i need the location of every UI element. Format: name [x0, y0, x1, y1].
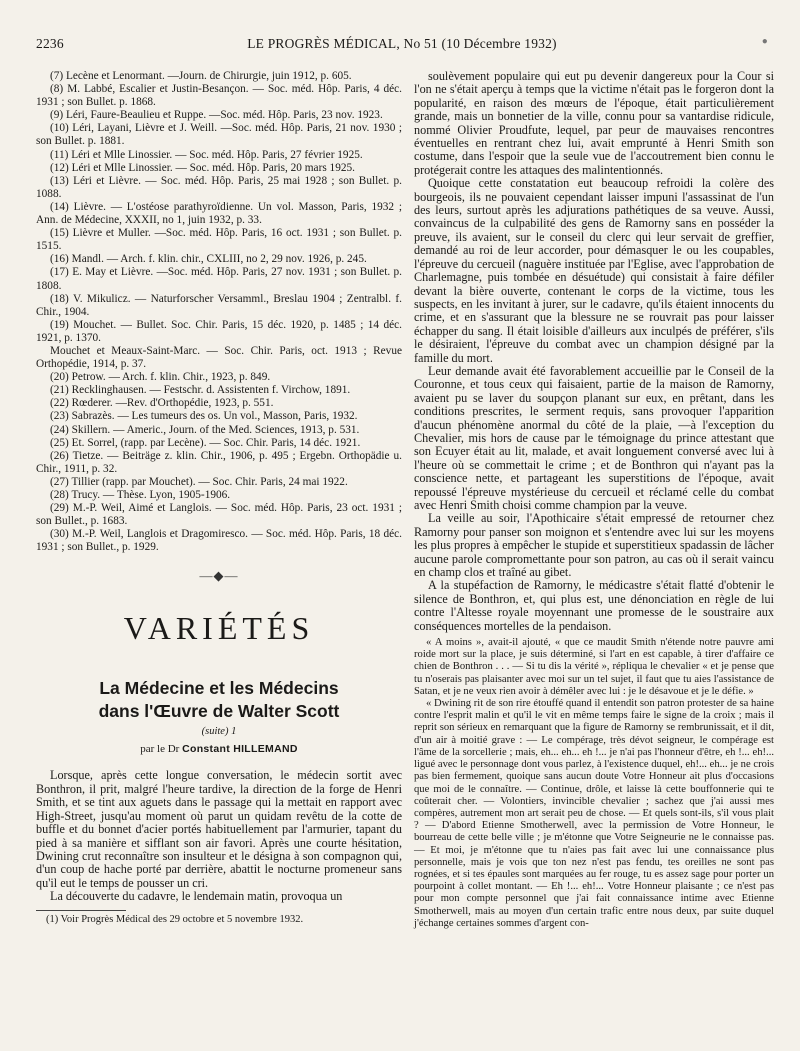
quote-paragraph: « A moins », avait-il ajouté, « que ce maudit Smith n'étende notre pauvre ami roide mort sur la place, je suis déterminé, si l'art en est capable, à tirer d'affaire ce chien de Bonthron . . . — Si tu dis la vérité », répliqua le chevalier « et je pense que tu n'oserais pas plaisanter avec moi sur un tel sujet, il faut que tu aies l'assistance de Satan, et je ne veux rien avoir à démêler avec lui : je le désavoue et je le défie. »: [414, 637, 774, 697]
reference-item: (13) Léri et Lièvre. — Soc. méd. Hôp. Paris, 25 mai 1928 ; son Bullet. p. 1088.: [36, 174, 402, 200]
reference-item: Mouchet et Meaux-Saint-Marc. — Soc. Chir. Paris, oct. 1913 ; Revue Orthopédie, 1914, p. 37.: [36, 344, 402, 371]
paragraph: La découverte du cadavre, le lendemain matin, provoqua un: [50, 889, 343, 904]
reference-item: (30) M.-P. Weil, Langlois et Dragomiresco. — Soc. méd. Hôp. Paris, 18 déc. 1931 ; son Bullet., p. 1929.: [36, 528, 402, 554]
reference-item: (15) Lièvre et Muller. —Soc. méd. Hôp. Paris, 16 oct. 1931 ; son Bullet. p. 1515.: [36, 227, 402, 253]
page-header: [36, 36, 768, 58]
right-column: [414, 70, 774, 930]
reference-item: (10) Léri, Layani, Lièvre et J. Weill. —Soc. méd. Hôp. Paris, 21 nov. 1930 ; son Bullet. p. 1881.: [36, 122, 402, 148]
article-title-line-1: La Médecine et les Médecins: [99, 678, 339, 699]
reference-item: (16) Mandl. — Arch. f. klin. chir., CXLIII, no 2, 29 nov. 1926, p. 245.: [50, 253, 367, 266]
reference-item: (7) Lecène et Lenormant. —Journ. de Chirurgie, juin 1912, p. 605.: [50, 70, 352, 82]
reference-item: (18) V. Mikulicz. — Naturforscher Versamml., Breslau 1904 ; Zentralbl. f. Chir., 1904.: [36, 292, 402, 318]
reference-item: (12) Léri et Mlle Linossier. — Soc. méd. Hôp. Paris, 20 mars 1925.: [50, 161, 355, 174]
reference-item: (8) M. Labbé, Escalier et Justin-Besançon. — Soc. méd. Hôp. Paris, 4 déc. 1931 ; son Bullet. p. 1868.: [36, 83, 402, 109]
reference-item: (25) Et. Sorrel, (rapp. par Lecène). — Soc. Chir. Paris, 14 déc. 1921.: [50, 436, 361, 449]
article-suite: (suite) 1: [201, 726, 237, 738]
page-number: 2236: [36, 36, 64, 51]
reference-item: (26) Tietze. — Beiträge z. klin. Chir., 1906, p. 495 ; Ergebn. Orthopädie u. Chir., 1911, p. 32.: [36, 449, 402, 475]
article-byline: [36, 743, 402, 755]
running-title: LE PROGRÈS MÉDICAL, No 51 (10 Décembre 1932): [247, 36, 557, 51]
left-body-text: [36, 769, 402, 903]
byline-prefix: par le Dr: [140, 743, 180, 756]
reference-item: (24) Skillern. — Americ., Journ. of the Med. Sciences, 1913, p. 531.: [50, 423, 360, 436]
article-title: [36, 677, 402, 723]
quote-paragraph: « Dwining rit de son rire étouffé quand il entendit son patron protester de sa haine contre l'esprit malin et qu'il le vit en même temps faire le signe de la croix ; mais il reprit son sérieux en remarquant que la figure de Ramorny se rembrunissait, et il dit, d'un air à moitié grave : — Le compérage, très dévot seigneur, le compérage est l'âme de la sorcellerie ; mais, eh... eh... eh !... je n'ai pas l'honneur d'être, eh !... eh!... ligué avec le personnage dont vous parlez, à l'existence duquel, eh!... eh... je ne crois pas bien fermement, quoique sans aucun doute Votre Honneur ait plus d'occasions que moi de le connaître. — Continue, drôle, et laisse là cette bouffonnerie qui te coûterait cher. — Volontiers, invincible chevalier ; sachez que j'ai aussi mes compères, autrement mon art serait peu de chose. — Et quels sont-ils, s'il vous plait ? — D'abord Etienne Smotherwell, avec la permission de Votre Honneur, le bourreau de cette belle ville ; je m'étonne que Votre Seigneurie ne le connaisse pas. — Et moi, je m'étonne que tu n'aies pas fait avec lui une connaissance plus personnelle, mais je vois que ton nez n'est pas fendu, tes oreilles ne sont pas rognées, et si tes épaules sont marquées au fer rouge, tu es assez sage pour porter un pourpoint à collet montant. — Eh !... eh!... Votre Honneur plaisante ; ce n'est pas pour mon compte personnel que j'ai fait connaissance intime avec Etienne Smotherwell, mais au moyen d'un certain trafic entre nous deux, par suite duquel j'échange certaines sommes d'argent con-: [414, 698, 774, 929]
left-column: [36, 70, 402, 925]
reference-list: [36, 70, 402, 554]
reference-item: (19) Mouchet. — Bullet. Soc. Chir. Paris, 15 déc. 1920, p. 1485 ; 14 déc. 1921, p. 1370.: [36, 318, 402, 344]
article-title-line-2: dans l'Œuvre de Walter Scott: [98, 701, 340, 722]
paragraph: soulèvement populaire qui eut pu devenir dangereux pour la Cour si l'on ne s'était aperçu à temps que la victime n'était pas le forgeron dont la popularité, en raison des mœurs de l'époque, était particulièrement grande, mais un bonnetier de la ville, connu pour sa vantardise ridicule, nommé Olivier Proudfute, lequel, par peur de mauvaises rencontres éventuelles en rentrant chez lui, avait emprunté à Henri Smith son costume, dans l'espoir que la seule vue de l'accoutrement bien connu le protégerait contre les attaques des malintentionnés.: [414, 69, 774, 177]
footnote: (1) Voir Progrès Médical des 29 octobre et 5 novembre 1932.: [46, 913, 304, 925]
reference-item: (11) Léri et Mlle Linossier. — Soc. méd. Hôp. Paris, 27 février 1925.: [50, 148, 363, 161]
paragraph: A la stupéfaction de Ramorny, le médicastre s'était flatté d'obtenir le silence de Bonthron, et, qui plus est, une dénonciation en règle de lui contre l'Altesse royale moyennant une promesse de le soustraire aux conséquences mortelles de la pendaison.: [414, 578, 774, 633]
right-body-text: [414, 70, 774, 633]
footnote-divider: [36, 910, 126, 911]
reference-item: (20) Petrow. — Arch. f. klin. Chir., 1923, p. 849.: [50, 371, 271, 384]
quoted-dialogue: [414, 637, 774, 930]
paragraph: La veille au soir, l'Apothicaire s'était empressé de retourner chez Ramorny pour panser son moignon et s'entendre avec lui sur les moyens les plus propres à empêcher le stupide et superstitieux spadassin de lâcher aucune parole compromettante pour son patron, au cas où il serait vaincu en champ clos et traîné au gibet.: [414, 511, 774, 580]
reference-item: (22) Rœderer. —Rev. d'Orthopédie, 1923, p. 551.: [50, 397, 274, 410]
paragraph: Quoique cette constatation eut beaucoup refroidi la colère des bourgeois, ils ne pouvaient cependant laisser impuni l'assassinat de l'un des leurs, surtout après les adjurations pathétiques de sa veuve. Aussi, convaincus de la culpabilité des gens de Ramorny sans en posséder la preuve, ils avaient, sur le conseil du clerc qui leur servait de greffier, demandé au roi de leur accorder, pour démasquer le ou les coupables, l'épreuve du cercueil (naguère instituée par l'Eglise, avec l'approbation de Charlemagne, puis tombée en désuétude) qui consistait à faire défiler devant la bière ouverte, contenant le corps de la victime, tous les suspects, en les invitant à jurer, sur le cadavre, qu'ils étaient innocents du crime, et en s'assurant que la blessure ne se rouvrait pas pour laisser échapper du sang. Il était loisible d'ailleurs aux inculpés de préférer, s'ils le désiraient, l'épreuve du combat avec un champion désigné par la famille du mort.: [414, 176, 774, 365]
reference-item: (27) Tillier (rapp. par Mouchet). — Soc. Chir. Paris, 24 mai 1922.: [50, 475, 348, 488]
reference-item: (21) Recklinghausen. — Festschr. d. Assistenten f. Virchow, 1891.: [50, 384, 351, 397]
reference-item: (14) Lièvre. — L'ostéose parathyroïdienne. Un vol. Masson, Paris, 1932 ; Ann. de Médecine, XXXII, no 1, juin 1932, p. 33.: [36, 200, 402, 227]
reference-item: (29) M.-P. Weil, Aimé et Langlois. — Soc. méd. Hôp. Paris, 23 oct. 1931 ; son Bullet., p. 1683.: [36, 502, 402, 528]
article-author: Constant HILLEMAND: [182, 743, 298, 756]
section-ornament: —◆—: [199, 568, 239, 584]
reference-item: (28) Trucy. — Thèse. Lyon, 1905-1906.: [50, 489, 231, 501]
paragraph: Leur demande avait été favorablement accueillie par le Conseil de la Couronne, et tous ceux qui faisaient, partie de la maison de Ramorny, avaient pu se laver du soupçon planant sur eux, en prêtant, dans les conditions prescrites, le serment requis, sans provoquer l'apparition d'aucun phénomène anormal du côté de la plaie, —à l'exception du Chevalier, mis hors de cause par le témoignage du prince attestant que son Ecuyer était au lit, malade, et avait longuement conversé avec lui à l'heure où se commettait le crime ; et de Bonthron qui n'ayant pas la conscience nette, et partageant les superstitions de l'époque, avait repoussé l'épreuve mystérieuse du cercueil et réclamé celle du combat avec Henri Smith choisi comme champion par la veuve.: [414, 363, 774, 512]
reference-item: (9) Léri, Faure-Beaulieu et Ruppe. —Soc. méd. Hôp. Paris, 23 nov. 1923.: [50, 109, 383, 122]
reference-item: (17) E. May et Lièvre. —Soc. méd. Hôp. Paris, 27 nov. 1931 ; son Bullet. p. 1808.: [36, 266, 402, 292]
punch-hole-mark: ●: [761, 36, 768, 47]
section-title: VARIÉTÉS: [123, 610, 315, 647]
reference-item: (23) Sabrazès. — Les tumeurs des os. Un vol., Masson, Paris, 1932.: [50, 410, 358, 423]
paragraph: Lorsque, après cette longue conversation, le médecin sortit avec Bonthron, il prit, malgré l'heure tardive, la direction de la forge de Henri Smith, et se tint aux aguets dans le passage qui la mettait en rapport avec High-Street, jusqu'au moment où parut un quidam revêtu de la cotte de buffle et du bonnet d'acier portés habituellement par l'armurier, tapant du pied à sa manière et sifflant son air favori. Après une courte hésitation, Dwining crut reconnaître son insulteur et le désigna à son compagnon qui, d'un coup de hache porté par derrière, abattit le nocturne promeneur sans qu'il eut le temps de pousser un cri.: [36, 768, 402, 890]
